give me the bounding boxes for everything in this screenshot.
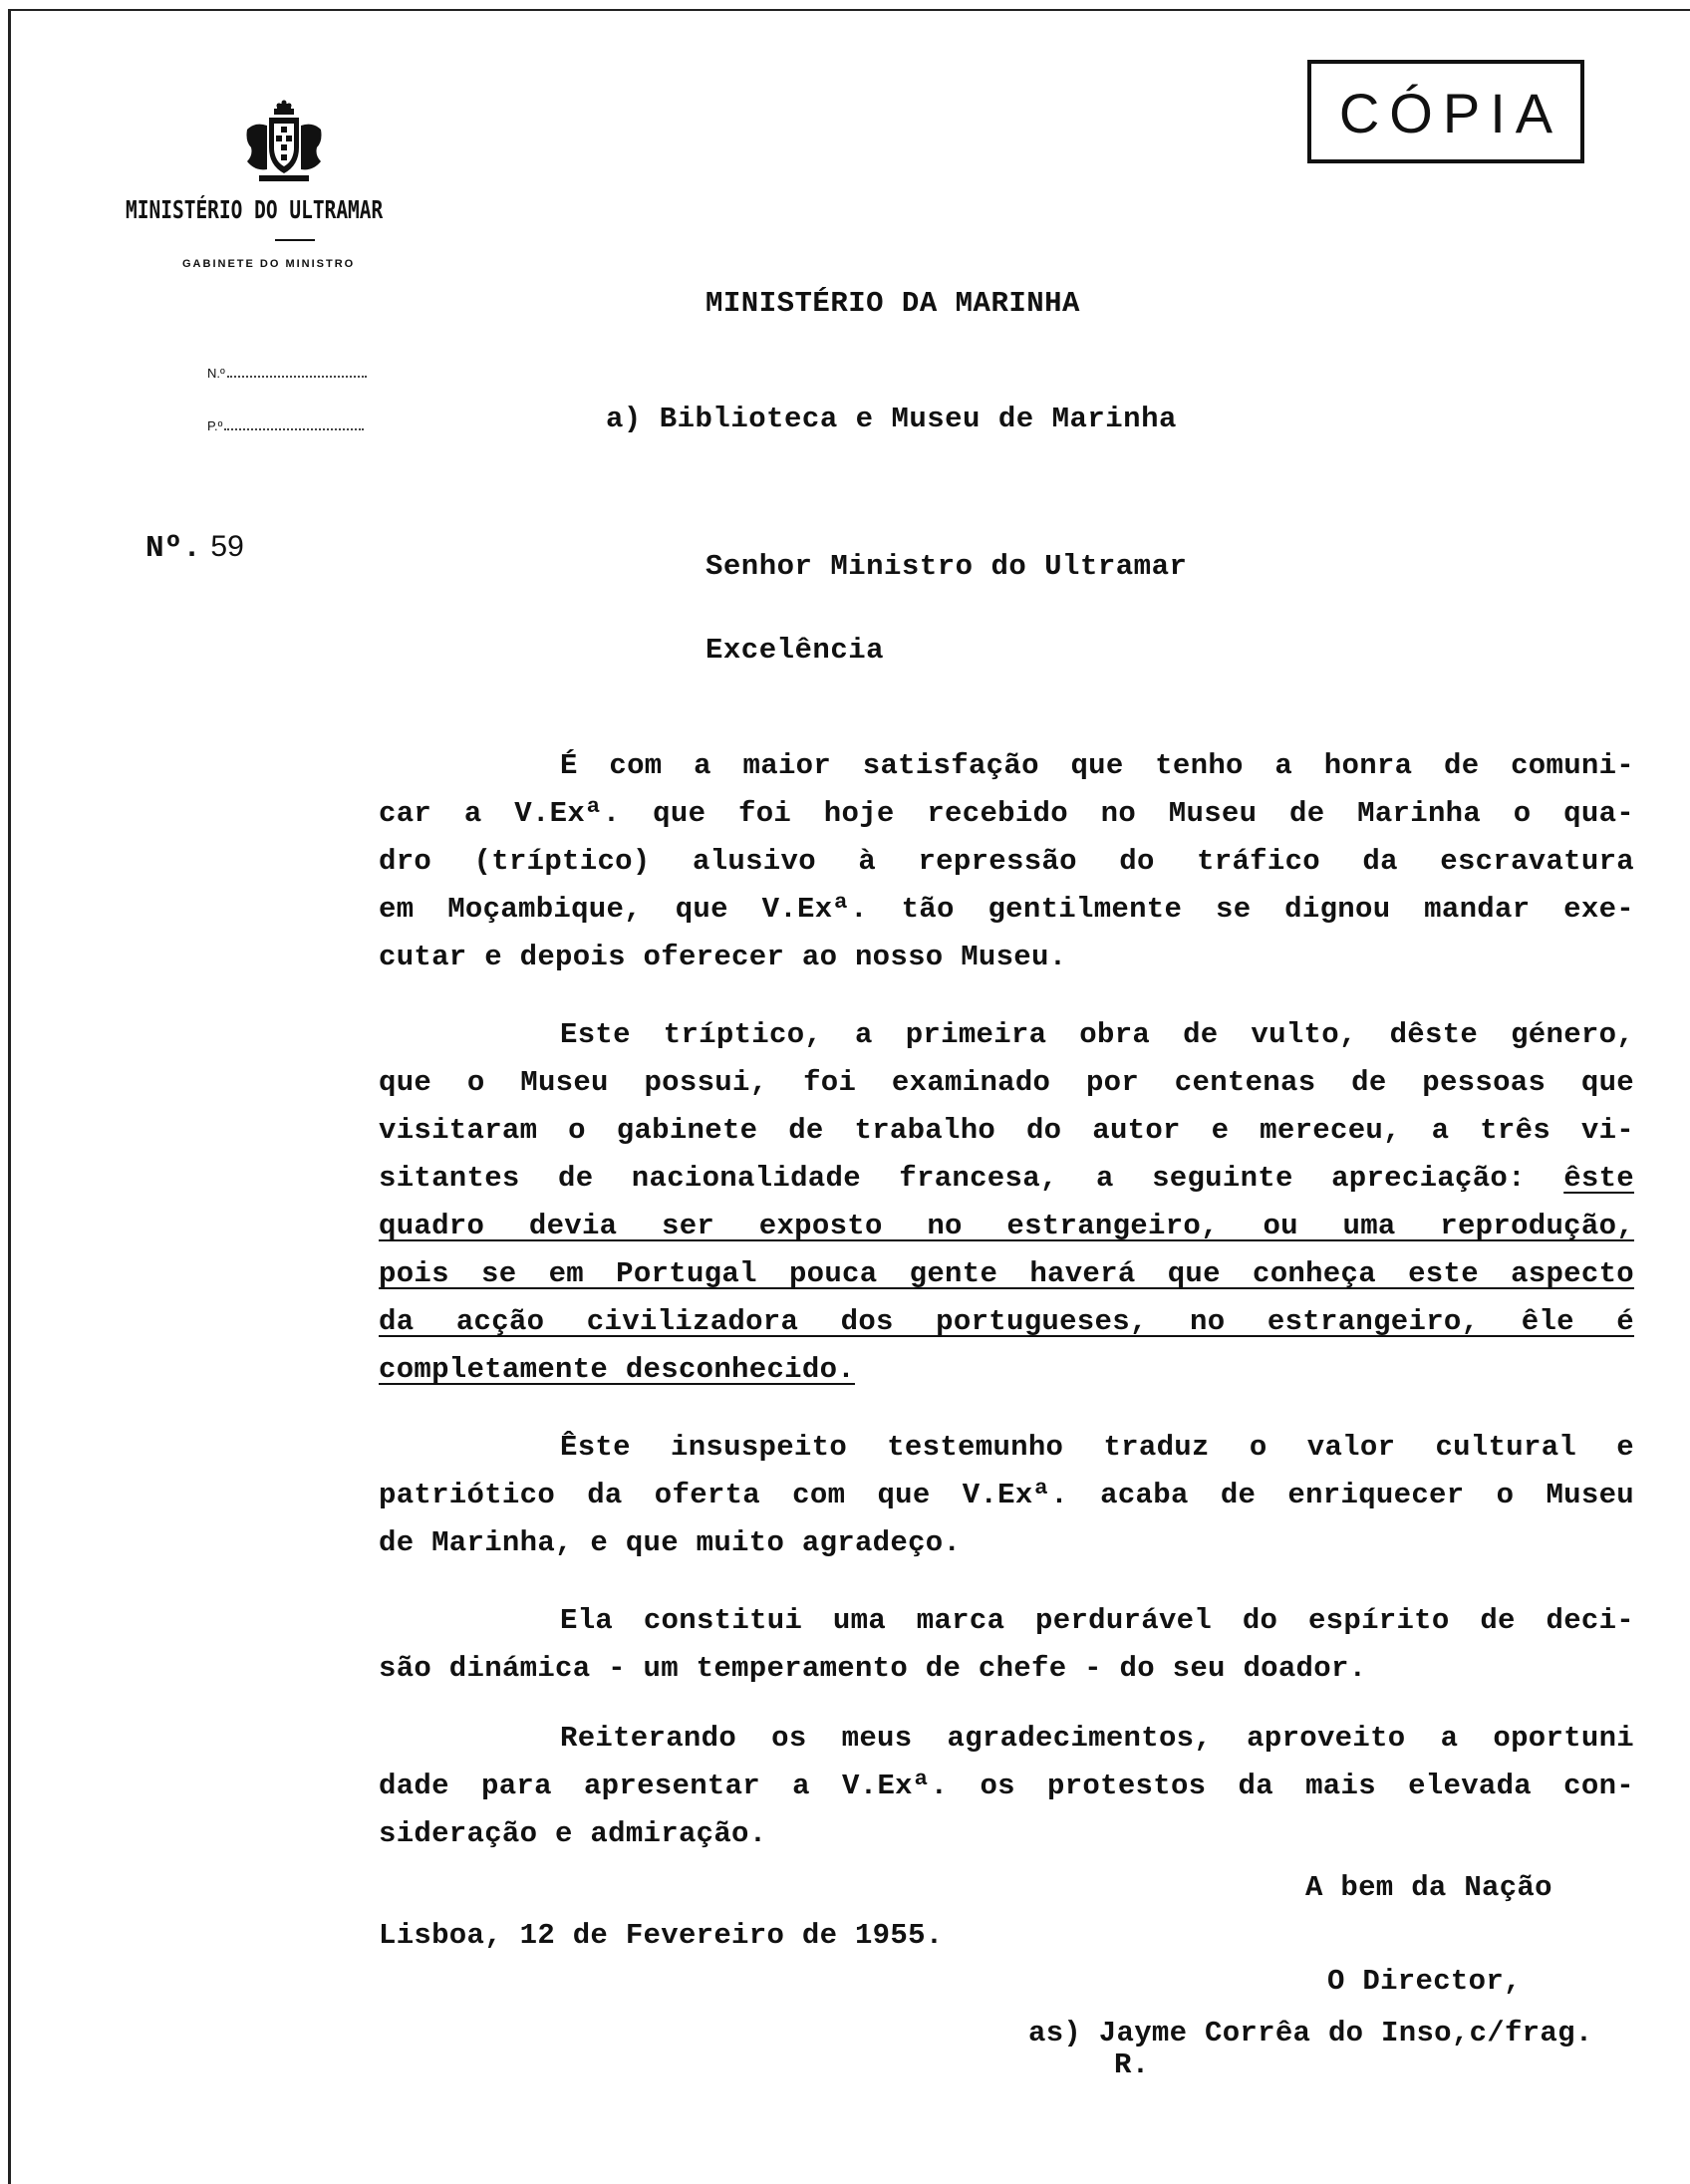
body-line: dade para apresentar a V.Exª. os protestos da mais elevada con- <box>379 1770 1634 1802</box>
scan-edge-top <box>8 9 1690 11</box>
reference-number-dots <box>227 366 367 378</box>
body-line: car a V.Exª. que foi hoje recebido no Museu de Marinha o qua- <box>379 797 1634 830</box>
body-line: sideração e admiração. <box>379 1817 767 1850</box>
body-line-mixed <box>379 1162 1634 1210</box>
addressee: Senhor Ministro do Ultramar <box>705 550 1188 583</box>
sender-unit: a) Biblioteca e Museu de Marinha <box>606 403 1177 435</box>
body-line: É com a maior satisfação que tenho a honra de comuni- <box>560 749 1634 782</box>
document-number <box>145 530 244 566</box>
sender-ministry: MINISTÉRIO DA MARINHA <box>705 287 1080 320</box>
body-line: Este tríptico, a primeira obra de vulto, dêste género, <box>560 1018 1634 1051</box>
place-date: Lisboa, 12 de Fevereiro de 1955. <box>379 1919 944 1952</box>
scan-edge-left <box>8 10 11 2184</box>
body-line: Êste insuspeito testemunho traduz o valor cultural e <box>560 1431 1634 1464</box>
reference-process-label: P.º <box>207 418 223 433</box>
copy-stamp-text: CÓPIA <box>1338 82 1563 144</box>
document-number-value: 59 <box>210 530 244 563</box>
body-line: visitaram o gabinete de trabalho do autor e mereceu, a três vi- <box>379 1114 1634 1147</box>
body-line: Ela constitui uma marca perdurável do espírito de deci- <box>560 1604 1634 1637</box>
reference-process-dots <box>224 418 364 430</box>
quote-line-last <box>379 1353 1634 1401</box>
body-line: que o Museu possui, foi examinado por centenas de pessoas que <box>379 1066 1634 1099</box>
signer-title: O Director, <box>1327 1965 1522 1998</box>
copy-stamp <box>1307 60 1584 163</box>
body-text: sitantes de nacionalidade francesa, a seguinte apreciação: <box>379 1162 1564 1195</box>
letterhead-cabinet: GABINETE DO MINISTRO <box>182 258 356 270</box>
body-line: patriótico da oferta com que V.Exª. acaba de enriquecer o Museu <box>379 1479 1634 1511</box>
closing-formula: A bem da Nação <box>1305 1871 1552 1904</box>
signature-line: as) Jayme Corrêa do Inso,c/frag. <box>1028 2017 1593 2049</box>
salutation: Excelência <box>705 634 885 667</box>
coat-of-arms-icon <box>239 100 329 189</box>
quote-line: da acção civilizadora dos portugueses, no estrangeiro, êle é <box>379 1305 1634 1338</box>
quote-line: quadro devia ser exposto no estrangeiro, ou uma reprodução, <box>379 1210 1634 1242</box>
quote-text: êste <box>1563 1162 1634 1195</box>
document-number-label: Nº. <box>145 531 201 566</box>
body-line: cutar e depois oferecer ao nosso Museu. <box>379 941 1067 973</box>
reference-number-field <box>207 366 367 381</box>
body-line: Reiterando os meus agradecimentos, aproveito a oportuni <box>560 1722 1634 1755</box>
body-line: em Moçambique, que V.Exª. tão gentilmente se dignou mandar exe- <box>379 893 1634 926</box>
letterhead-rule <box>275 239 315 241</box>
reference-number-label: N.º <box>207 366 225 381</box>
body-line: dro (tríptico) alusivo à repressão do tráfico da escravatura <box>379 845 1634 878</box>
body-line: são dinámica - um temperamento de chefe - do seu doador. <box>379 1652 1367 1685</box>
reference-process-field <box>207 418 364 433</box>
signature-initial: R. <box>1114 2048 1150 2081</box>
quote-text: completamente desconhecido. <box>379 1353 855 1386</box>
letterhead-ministry: MINISTÉRIO DO ULTRAMAR <box>126 195 384 224</box>
body-line: de Marinha, e que muito agradeço. <box>379 1526 962 1559</box>
quote-line: pois se em Portugal pouca gente haverá que conheça este aspecto <box>379 1257 1634 1290</box>
